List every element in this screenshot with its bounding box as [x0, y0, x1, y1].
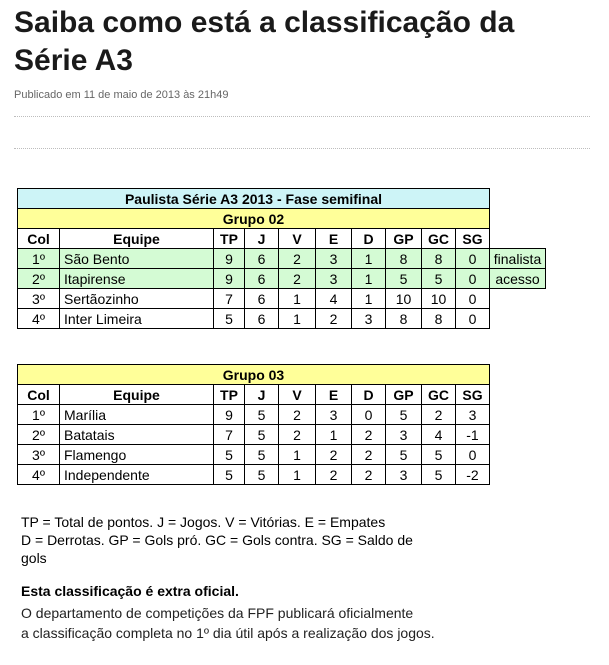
cell-d: 3 [352, 309, 386, 329]
cell-pos: 2º [18, 269, 60, 289]
cell-gp: 10 [386, 289, 422, 309]
divider [14, 148, 590, 149]
article-title: Saiba como está a classificação da Série A3 [14, 6, 515, 77]
standings-table-grupo-02 [17, 188, 546, 329]
table-row [18, 465, 490, 485]
cell-gc: 5 [422, 445, 456, 465]
cell-gp: 5 [386, 445, 422, 465]
cell-sg: 0 [456, 309, 490, 329]
publish-date: Publicado em 11 de maio de 2013 às 21h49 [14, 89, 229, 101]
cell-gc: 8 [422, 249, 456, 269]
col-header: V [279, 229, 316, 249]
cell-sg: 0 [456, 445, 490, 465]
table-row [18, 405, 490, 425]
cell-team: Sertãozinho [60, 289, 214, 309]
cell-tp: 9 [214, 405, 245, 425]
cell-gp: 3 [386, 425, 422, 445]
cell-tp: 5 [214, 465, 245, 485]
cell-e: 2 [316, 309, 352, 329]
table-row [18, 249, 546, 269]
cell-v: 2 [279, 249, 316, 269]
cell-e: 3 [316, 269, 352, 289]
cell-pos: 1º [18, 405, 60, 425]
col-header: Col [18, 385, 60, 405]
cell-v: 2 [279, 405, 316, 425]
cell-d: 1 [352, 269, 386, 289]
cell-j: 5 [245, 445, 279, 465]
cell-j: 6 [245, 309, 279, 329]
col-header: D [352, 385, 386, 405]
table-row [18, 269, 546, 289]
col-header: GP [386, 385, 422, 405]
cell-d: 1 [352, 249, 386, 269]
cell-gc: 5 [422, 269, 456, 289]
disclaimer-line: a classificação completa no 1º dia útil após a realização dos jogos. [21, 625, 435, 641]
cell-team: São Bento [60, 249, 214, 269]
cell-e: 1 [316, 425, 352, 445]
standings-table-grupo-03 [17, 364, 490, 485]
cell-j: 5 [245, 465, 279, 485]
cell-e: 2 [316, 465, 352, 485]
cell-sg: -1 [456, 425, 490, 445]
col-header: J [245, 229, 279, 249]
cell-pos: 2º [18, 425, 60, 445]
legend-line: TP = Total de pontos. J = Jogos. V = Vitórias. E = Empates [21, 514, 386, 530]
cell-v: 2 [279, 425, 316, 445]
table-title: Paulista Série A3 2013 - Fase semifinal [18, 189, 490, 209]
cell-sg: 0 [456, 269, 490, 289]
cell-v: 2 [279, 269, 316, 289]
cell-gp: 8 [386, 249, 422, 269]
cell-tp: 5 [214, 445, 245, 465]
col-header: E [316, 229, 352, 249]
table-row [18, 425, 490, 445]
col-header: Col [18, 229, 60, 249]
cell-d: 1 [352, 289, 386, 309]
col-header: Equipe [60, 385, 214, 405]
table-row [18, 309, 546, 329]
col-header: SG [456, 385, 490, 405]
cell-gp: 8 [386, 309, 422, 329]
col-header: GP [386, 229, 422, 249]
cell-e: 2 [316, 445, 352, 465]
cell-e: 4 [316, 289, 352, 309]
cell-tp: 7 [214, 289, 245, 309]
cell-sg: 3 [456, 405, 490, 425]
table-row [18, 445, 490, 465]
col-header: GC [422, 385, 456, 405]
cell-j: 5 [245, 425, 279, 445]
header-row [18, 385, 490, 405]
cell-gc: 4 [422, 425, 456, 445]
col-header: Equipe [60, 229, 214, 249]
col-header: E [316, 385, 352, 405]
col-header: J [245, 385, 279, 405]
col-header: V [279, 385, 316, 405]
cell-sg: 0 [456, 289, 490, 309]
cell-gc: 2 [422, 405, 456, 425]
cell-team: Independente [60, 465, 214, 485]
col-header: SG [456, 229, 490, 249]
cell-status: finalista [490, 249, 546, 269]
header-row [18, 229, 546, 249]
cell-v: 1 [279, 309, 316, 329]
cell-v: 1 [279, 465, 316, 485]
abbreviation-legend [21, 513, 441, 567]
cell-gc: 8 [422, 309, 456, 329]
cell-team: Flamengo [60, 445, 214, 465]
cell-status: acesso [490, 269, 546, 289]
cell-team: Itapirense [60, 269, 214, 289]
cell-team: Inter Limeira [60, 309, 214, 329]
cell-tp: 9 [214, 269, 245, 289]
cell-j: 5 [245, 405, 279, 425]
legend-line: D = Derrotas. GP = Gols pró. GC = Gols contra. SG = Saldo de gols [21, 532, 413, 566]
col-header: D [352, 229, 386, 249]
col-header: TP [214, 229, 245, 249]
cell-d: 2 [352, 445, 386, 465]
cell-j: 6 [245, 289, 279, 309]
divider [14, 116, 590, 117]
cell-tp: 7 [214, 425, 245, 445]
cell-sg: -2 [456, 465, 490, 485]
cell-sg: 0 [456, 249, 490, 269]
cell-gc: 10 [422, 289, 456, 309]
col-header: GC [422, 229, 456, 249]
table-row [18, 289, 546, 309]
group-title: Grupo 03 [18, 365, 490, 385]
cell-team: Batatais [60, 425, 214, 445]
cell-gp: 3 [386, 465, 422, 485]
cell-e: 3 [316, 405, 352, 425]
disclaimer-text [21, 603, 581, 643]
cell-gp: 5 [386, 269, 422, 289]
group-title: Grupo 02 [18, 209, 490, 229]
cell-j: 6 [245, 249, 279, 269]
cell-gc: 5 [422, 465, 456, 485]
cell-gp: 5 [386, 405, 422, 425]
cell-pos: 4º [18, 465, 60, 485]
cell-v: 1 [279, 445, 316, 465]
disclaimer-title: Esta classificação é extra oficial. [21, 583, 239, 599]
cell-pos: 3º [18, 289, 60, 309]
cell-d: 2 [352, 425, 386, 445]
cell-j: 6 [245, 269, 279, 289]
col-header: TP [214, 385, 245, 405]
cell-d: 2 [352, 465, 386, 485]
cell-e: 3 [316, 249, 352, 269]
cell-d: 0 [352, 405, 386, 425]
cell-pos: 1º [18, 249, 60, 269]
cell-pos: 4º [18, 309, 60, 329]
cell-tp: 5 [214, 309, 245, 329]
cell-tp: 9 [214, 249, 245, 269]
cell-v: 1 [279, 289, 316, 309]
cell-pos: 3º [18, 445, 60, 465]
disclaimer-line: O departamento de competições da FPF publicará oficialmente [21, 605, 414, 621]
cell-team: Marília [60, 405, 214, 425]
